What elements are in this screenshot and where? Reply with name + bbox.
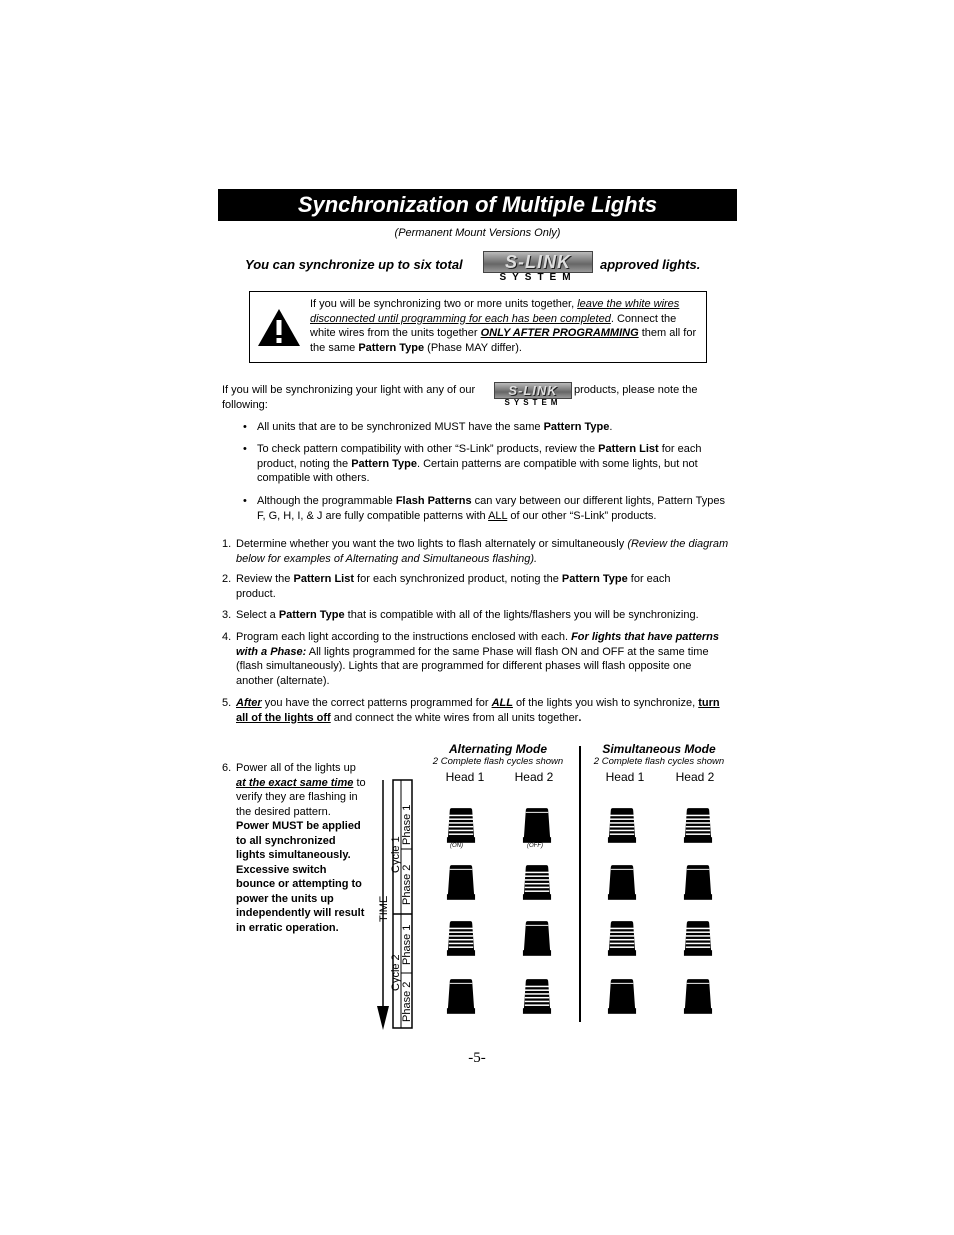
beacon-off-icon (522, 919, 552, 957)
page-number: -5- (468, 1050, 486, 1066)
phase-label: Phase 2 (401, 981, 413, 1022)
sync-line-after: approved lights. (600, 257, 701, 272)
sim-head-2-label: Head 2 (675, 770, 715, 784)
beacon-on-icon (446, 919, 476, 957)
beacon-off-icon (607, 977, 637, 1015)
beacon-on-icon (683, 806, 713, 844)
s-link-logo: S-LINK SYSTEM (483, 251, 593, 283)
beacon-on-icon (522, 977, 552, 1015)
alt-head-1-label: Head 1 (445, 770, 485, 784)
sim-head-1-label: Head 1 (605, 770, 645, 784)
alt-head-2-label: Head 2 (514, 770, 554, 784)
phase-label: Phase 1 (401, 924, 413, 965)
beacon-on-icon (607, 919, 637, 957)
simultaneous-mode-title: Simultaneous Mode (602, 742, 716, 756)
cycle-1-label: Cycle 1 (390, 836, 402, 873)
intro-after: products, please note the (574, 384, 698, 396)
phase-label: Phase 2 (401, 864, 413, 905)
page-title: Synchronization of Multiple Lights (218, 189, 737, 221)
intro-before: If you will be synchronizing your light with any of our (222, 384, 476, 396)
beacon-off-icon (607, 863, 637, 901)
alternating-mode-sub: 2 Complete flash cycles shown (432, 756, 564, 767)
subtitle: (Permanent Mount Versions Only) (394, 227, 561, 239)
beacon-off-icon (683, 977, 713, 1015)
warning-triangle-icon (257, 307, 301, 347)
time-label: TIME (378, 895, 390, 922)
sync-line-before: You can synchronize up to six total (245, 257, 463, 272)
simultaneous-mode-sub: 2 Complete flash cycles shown (593, 756, 725, 767)
beacon-on-icon (607, 806, 637, 844)
alternating-mode-title: Alternating Mode (449, 742, 547, 756)
beacon-off-icon (446, 863, 476, 901)
on-label: (ON) (450, 843, 463, 849)
beacon-off-icon (446, 977, 476, 1015)
cycle-2-label: Cycle 2 (390, 954, 402, 991)
beacon-off-icon (522, 806, 552, 844)
beacon-on-icon (522, 863, 552, 901)
off-label: (OFF) (527, 843, 543, 849)
beacon-on-icon (446, 806, 476, 844)
warning-text: If you will be synchronizing two or more units together, leave the white wires disconnected until programming for each has been completed. Connect the white wires from the units together ONLY AFTER PROGRAMMING them all for the same Pattern Type (Phase MAY differ). (310, 298, 697, 354)
intro-line2: following: (222, 399, 268, 411)
beacon-off-icon (683, 863, 713, 901)
beacon-on-icon (683, 919, 713, 957)
phase-label: Phase 1 (401, 804, 413, 845)
mode-divider (579, 746, 581, 1022)
s-link-logo-small: S-LINK SYSTEM (494, 382, 572, 407)
